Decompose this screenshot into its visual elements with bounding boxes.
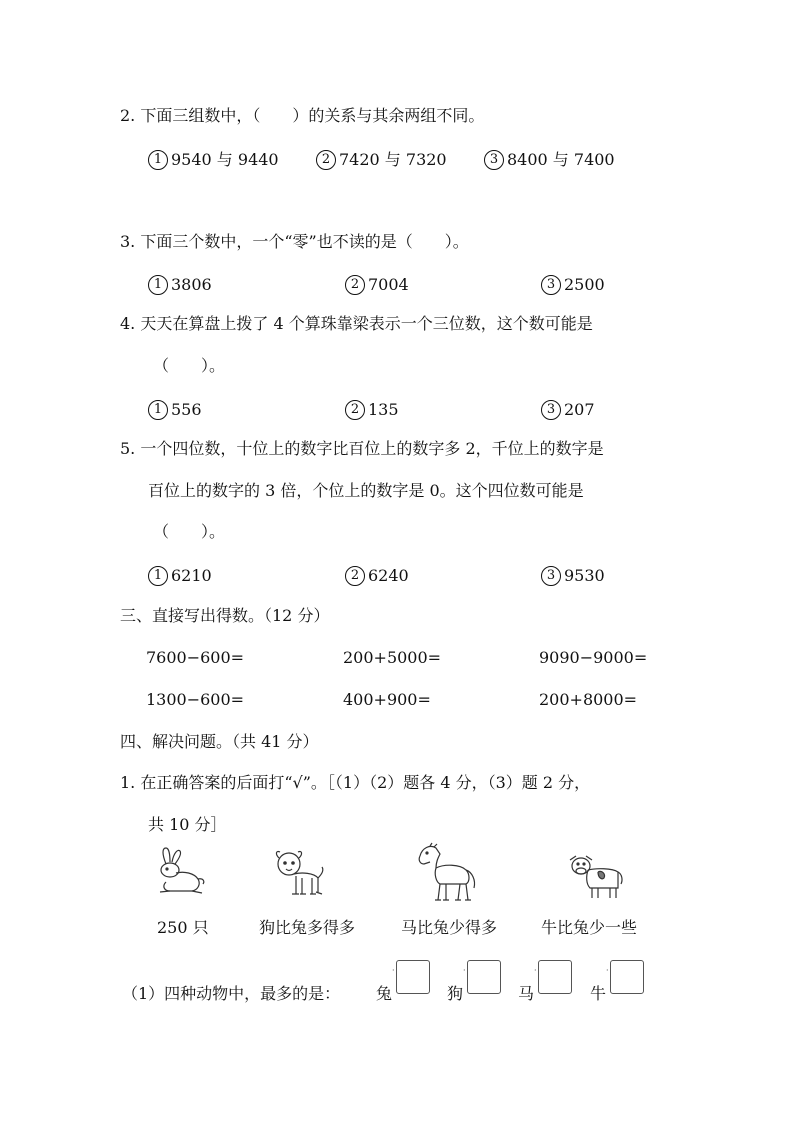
option-number-circle: 3 xyxy=(484,150,504,170)
calc-item: 400+900= xyxy=(343,690,431,709)
q4-option-3[interactable] xyxy=(541,400,595,420)
option-text: 556 xyxy=(171,400,202,419)
rabbit-icon xyxy=(148,846,208,898)
option-number-circle: 2 xyxy=(316,150,336,170)
caption-cow: 牛比兔少一些 xyxy=(541,918,638,937)
option-text: 7004 xyxy=(368,275,409,294)
calc-item: 7600−600= xyxy=(146,648,245,667)
option-text: 6210 xyxy=(171,566,212,585)
option-number-circle: 3 xyxy=(541,275,561,295)
caption-horse: 马比兔少得多 xyxy=(401,918,498,937)
s4-q1-line2: 共 10 分］ xyxy=(148,815,227,834)
q5-stem-line2: 百位上的数字的 3 倍，个位上的数字是 0。这个四位数可能是 xyxy=(148,481,584,500)
marker-dot: · xyxy=(463,966,466,975)
q2-option-2[interactable] xyxy=(316,150,447,170)
choice-label-dog: 狗 xyxy=(447,984,464,1003)
horse-icon xyxy=(410,842,480,904)
q2-option-3[interactable] xyxy=(484,150,615,170)
option-text: 9540 与 9440 xyxy=(171,150,279,169)
option-number-circle: 1 xyxy=(148,400,168,420)
q3-option-3[interactable] xyxy=(541,275,605,295)
marker-dot: · xyxy=(392,966,395,975)
answer-box-horse[interactable] xyxy=(538,960,572,994)
calc-item: 200+5000= xyxy=(343,648,442,667)
q3-stem: 3. 下面三个数中，一个“零”也不读的是（ ）。 xyxy=(120,232,469,251)
option-text: 8400 与 7400 xyxy=(507,150,615,169)
q5-option-1[interactable] xyxy=(148,566,212,586)
section3-title: 三、直接写出得数。（12 分） xyxy=(120,606,330,625)
q4-stem-line2: （ ）。 xyxy=(153,356,226,375)
dog-icon xyxy=(272,848,328,902)
q3-option-2[interactable] xyxy=(345,275,409,295)
q5-option-3[interactable] xyxy=(541,566,605,586)
answer-box-dog[interactable] xyxy=(467,960,501,994)
sub1-prompt: （1）四种动物中，最多的是： xyxy=(122,984,341,1003)
calc-item: 1300−600= xyxy=(146,690,245,709)
option-number-circle: 1 xyxy=(148,275,168,295)
option-number-circle: 3 xyxy=(541,400,561,420)
q5-option-2[interactable] xyxy=(345,566,409,586)
option-number-circle: 2 xyxy=(345,566,365,586)
choice-label-cow: 牛 xyxy=(590,984,607,1003)
q2-option-1[interactable] xyxy=(148,150,279,170)
option-text: 135 xyxy=(368,400,399,419)
choice-label-horse: 马 xyxy=(518,984,535,1003)
q3-option-1[interactable] xyxy=(148,275,212,295)
option-number-circle: 1 xyxy=(148,566,168,586)
cow-icon xyxy=(566,852,624,902)
option-number-circle: 2 xyxy=(345,400,365,420)
caption-dog: 狗比兔多得多 xyxy=(259,918,356,937)
caption-rabbit: 250 只 xyxy=(157,918,209,937)
calc-item: 200+8000= xyxy=(539,690,638,709)
option-text: 2500 xyxy=(564,275,605,294)
option-number-circle: 3 xyxy=(541,566,561,586)
option-text: 207 xyxy=(564,400,595,419)
option-number-circle: 1 xyxy=(148,150,168,170)
q4-option-1[interactable] xyxy=(148,400,202,420)
marker-dot: · xyxy=(534,966,537,975)
option-number-circle: 2 xyxy=(345,275,365,295)
q2-stem: 2. 下面三组数中，（ ）的关系与其余两组不同。 xyxy=(120,106,485,125)
section4-title: 四、解决问题。（共 41 分） xyxy=(120,732,319,751)
option-text: 6240 xyxy=(368,566,409,585)
option-text: 3806 xyxy=(171,275,212,294)
q5-stem-line3: （ ）。 xyxy=(153,522,226,541)
q4-option-2[interactable] xyxy=(345,400,399,420)
option-text: 9530 xyxy=(564,566,605,585)
option-text: 7420 与 7320 xyxy=(339,150,447,169)
answer-box-cow[interactable] xyxy=(610,960,644,994)
answer-box-rabbit[interactable] xyxy=(396,960,430,994)
q4-stem-line1: 4. 天天在算盘上拨了 4 个算珠靠梁表示一个三位数，这个数可能是 xyxy=(120,314,593,333)
s4-q1-line1: 1. 在正确答案的后面打“√”。［（1）（2）题各 4 分，（3）题 2 分， xyxy=(120,773,591,792)
calc-item: 9090−9000= xyxy=(539,648,648,667)
q5-stem-line1: 5. 一个四位数，十位上的数字比百位上的数字多 2，千位上的数字是 xyxy=(120,439,604,458)
choice-label-rabbit: 兔 xyxy=(376,984,393,1003)
marker-dot: · xyxy=(606,966,609,975)
